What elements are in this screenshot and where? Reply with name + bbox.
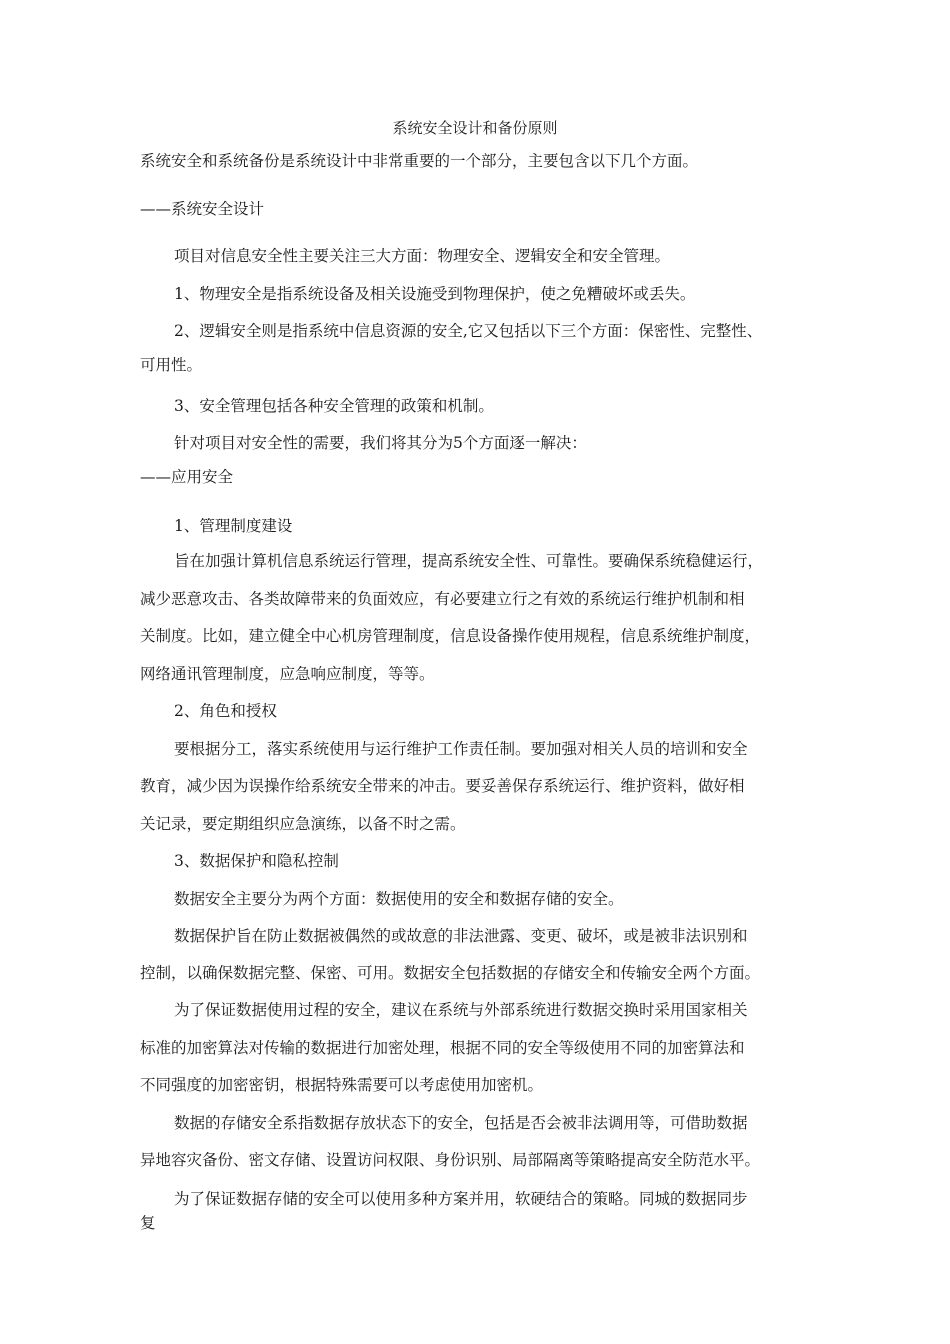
paragraph-line: 项目对信息安全性主要关注三大方面：物理安全、逻辑安全和安全管理。 bbox=[174, 247, 671, 265]
paragraph-line: 数据的存储安全系指数据存放状态下的安全，包括是否会被非法调用等，可借助数据 bbox=[174, 1114, 748, 1132]
paragraph-line: 关制度。比如，建立健全中心机房管理制度，信息设备操作使用规程，信息系统维护制度， bbox=[140, 627, 761, 645]
paragraph-line: 要根据分工，落实系统使用与运行维护工作责任制。要加强对相关人员的培训和安全 bbox=[174, 740, 748, 758]
paragraph-line: 2、逻辑安全则是指系统中信息资源的安全,它又包括以下三个方面：保密性、完整性、 bbox=[174, 322, 763, 340]
paragraph-line: 数据保护旨在防止数据被偶然的或故意的非法泄露、变更、破坏，或是被非法识别和 bbox=[174, 927, 748, 945]
paragraph-line: 3、安全管理包括各种安全管理的政策和机制。 bbox=[174, 397, 494, 415]
paragraph-line: 针对项目对安全性的需要，我们将其分为5个方面逐一解决： bbox=[174, 434, 587, 452]
paragraph-line: 为了保证数据存储的安全可以使用多种方案并用，软硬结合的策略。同城的数据同步 bbox=[174, 1190, 748, 1208]
paragraph-line: 减少恶意攻击、各类故障带来的负面效应，有必要建立行之有效的系统运行维护机制和相 bbox=[140, 590, 745, 608]
paragraph-line: 不同强度的加密密钥，根据特殊需要可以考虑使用加密机。 bbox=[140, 1076, 544, 1094]
paragraph-line: 复 bbox=[140, 1214, 156, 1232]
paragraph-line: 异地容灾备份、密文存储、设置访问权限、身份识别、局部隔离等策略提高安全防范水平。 bbox=[140, 1151, 761, 1169]
paragraph-line: 控制，以确保数据完整、保密、可用。数据安全包括数据的存储安全和传输安全两个方面。 bbox=[140, 964, 761, 982]
intro-paragraph: 系统安全和系统备份是系统设计中非常重要的一个部分，主要包含以下几个方面。 bbox=[140, 152, 699, 170]
section-heading-application-security: ——应用安全 bbox=[140, 468, 234, 486]
subsection-heading: 3、数据保护和隐私控制 bbox=[174, 852, 339, 870]
paragraph-line: 教育，减少因为误操作给系统安全带来的冲击。要妥善保存系统运行、维护资料，做好相 bbox=[140, 777, 745, 795]
paragraph-line: 1、物理安全是指系统设备及相关设施受到物理保护，使之免糟破坏或丢失。 bbox=[174, 285, 696, 303]
paragraph-line: 网络通讯管理制度，应急响应制度，等等。 bbox=[140, 665, 435, 683]
section-heading-system-security: ——系统安全设计 bbox=[140, 200, 265, 218]
paragraph-line: 旨在加强计算机信息系统运行管理，提高系统安全性、可靠性。要确保系统稳健运行， bbox=[174, 552, 764, 570]
subsection-heading: 1、管理制度建设 bbox=[174, 517, 293, 535]
paragraph-line: 为了保证数据使用过程的安全，建议在系统与外部系统进行数据交换时采用国家相关 bbox=[174, 1001, 748, 1019]
document-title: 系统安全设计和备份原则 bbox=[392, 119, 558, 137]
subsection-heading: 2、角色和授权 bbox=[174, 702, 277, 720]
paragraph-line: 关记录，要定期组织应急演练，以备不时之需。 bbox=[140, 815, 466, 833]
paragraph-line: 标准的加密算法对传输的数据进行加密处理，根据不同的安全等级使用不同的加密算法和 bbox=[140, 1039, 745, 1057]
paragraph-line: 可用性。 bbox=[140, 356, 203, 374]
paragraph-line: 数据安全主要分为两个方面：数据使用的安全和数据存储的安全。 bbox=[174, 890, 624, 908]
